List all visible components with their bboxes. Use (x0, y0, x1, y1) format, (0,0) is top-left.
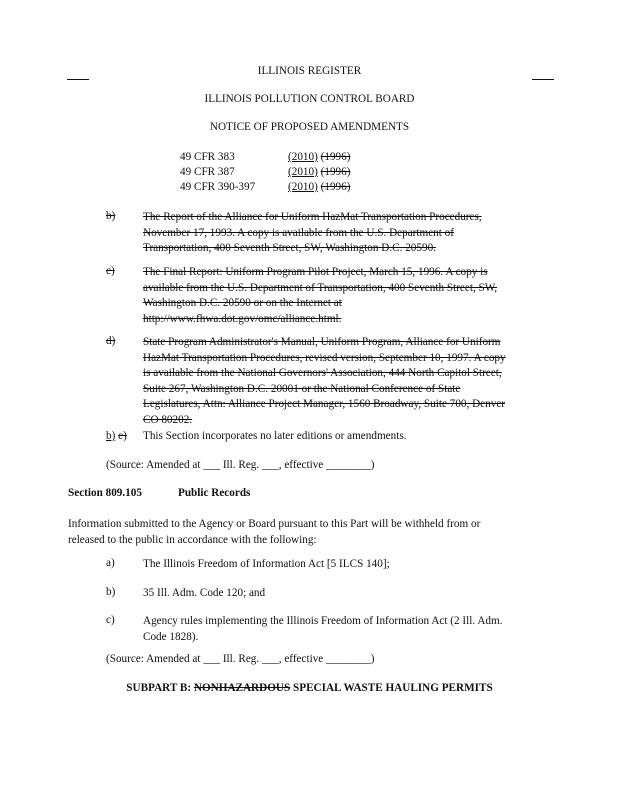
text-line: The Report of the Alliance for Uniform HazMat Transportation Procedures, (143, 211, 482, 223)
text-line: CO 80202. (143, 413, 193, 426)
source-note: (Source: Amended at ___ Ill. Reg. ___, effective ________) (106, 653, 375, 665)
text-line: released to the public in accordance with the following: (68, 533, 317, 546)
text-line: Information submitted to the Agency or Board pursuant to this Part will be withheld from or (68, 518, 481, 530)
text-line: November 17, 1993. A copy is available from the U.S. Department of (143, 226, 455, 239)
new-label: b) (106, 430, 116, 442)
final-item-text: This Section incorporates no later editions or amendments. (143, 430, 407, 442)
subpart-prefix: SUBPART B: (126, 682, 194, 694)
section-number: Section 809.105 (68, 487, 142, 499)
deleted-item-label: b) (106, 210, 116, 222)
cfr-name: 49 CFR 383 (180, 151, 235, 163)
text-line: available from the U.S. Department of Transportation, 400 Seventh Street, SW, (143, 281, 498, 294)
text-line: Legislatures, Attn: Alliance Project Manager, 1560 Broadway, Suite 700, Denver (143, 398, 506, 411)
cfr-name: 49 CFR 387 (180, 166, 235, 178)
subpart-heading (0, 682, 619, 694)
deleted-item-label: c) (106, 265, 115, 277)
old-label: e) (118, 430, 127, 442)
deleted-item-label: d) (106, 335, 116, 347)
text-line: State Program Administrator's Manual, Uniform Program, Alliance for Uniform (143, 336, 501, 348)
list-item-label: a) (106, 557, 115, 569)
text-line: Code 1828). (143, 630, 199, 643)
subpart-rest: SPECIAL WASTE HAULING PERMITS (290, 682, 493, 694)
deleted-item-text (143, 210, 548, 257)
cfr-old-year: (1996) (320, 151, 351, 163)
cfr-year (288, 181, 350, 193)
cfr-new-year: (2010) (288, 151, 318, 163)
text-line: HazMat Transportation Procedures, revised version, September 10, 1997. A copy (143, 351, 506, 364)
cfr-new-year: (2010) (288, 181, 318, 193)
text-line: http://www.fhwa.dot.gov/omc/alliance.html. (143, 312, 342, 325)
text-line: Transportation, 400 Seventh Street, SW, Washington D.C. 20590. (143, 242, 436, 255)
cfr-old-year: (1996) (320, 166, 351, 178)
cfr-new-year: (2010) (288, 166, 318, 178)
final-item-label (106, 430, 127, 442)
text-line: The Final Report: Uniform Program Pilot Project, March 15, 1996. A copy is (143, 266, 488, 278)
text-line: The Illinois Freedom of Information Act [5 ILCS 140]; (143, 558, 390, 570)
deleted-item-text (143, 335, 548, 429)
section-title: Public Records (178, 487, 251, 499)
list-item-text (143, 586, 548, 602)
cfr-name: 49 CFR 390-397 (180, 181, 256, 193)
text-line: 35 Ill. Adm. Code 120; and (143, 587, 266, 599)
text-line: is available from the National Governors' Association, 444 North Capitol Street, (143, 367, 502, 380)
text-line: Agency rules implementing the Illinois Freedom of Information Act (2 Ill. Adm. (143, 615, 503, 627)
list-item-label: b) (106, 586, 116, 598)
cfr-year (288, 151, 350, 163)
deleted-item-text (143, 265, 548, 327)
header-rule-right (532, 79, 554, 80)
register-title: ILLINOIS REGISTER (257, 65, 362, 77)
cfr-old-year: (1996) (320, 181, 351, 193)
header-rule-left (67, 79, 89, 80)
text-line: Washington D.C. 20590 or on the Internet at (143, 297, 342, 310)
list-item-label: c) (106, 614, 115, 626)
list-item-text (143, 557, 548, 573)
subpart-deleted: NONHAZARDOUS (193, 682, 291, 694)
source-note: (Source: Amended at ___ Ill. Reg. ___, effective ________) (106, 459, 375, 471)
intro-paragraph (68, 517, 480, 548)
board-title: ILLINOIS POLLUTION CONTROL BOARD (204, 93, 415, 105)
text-line: Suite 267, Washington D.C. 20001 or the National Conference of State (143, 382, 461, 395)
cfr-year (288, 166, 350, 178)
list-item-text (143, 614, 548, 645)
notice-title: NOTICE OF PROPOSED AMENDMENTS (209, 121, 410, 133)
